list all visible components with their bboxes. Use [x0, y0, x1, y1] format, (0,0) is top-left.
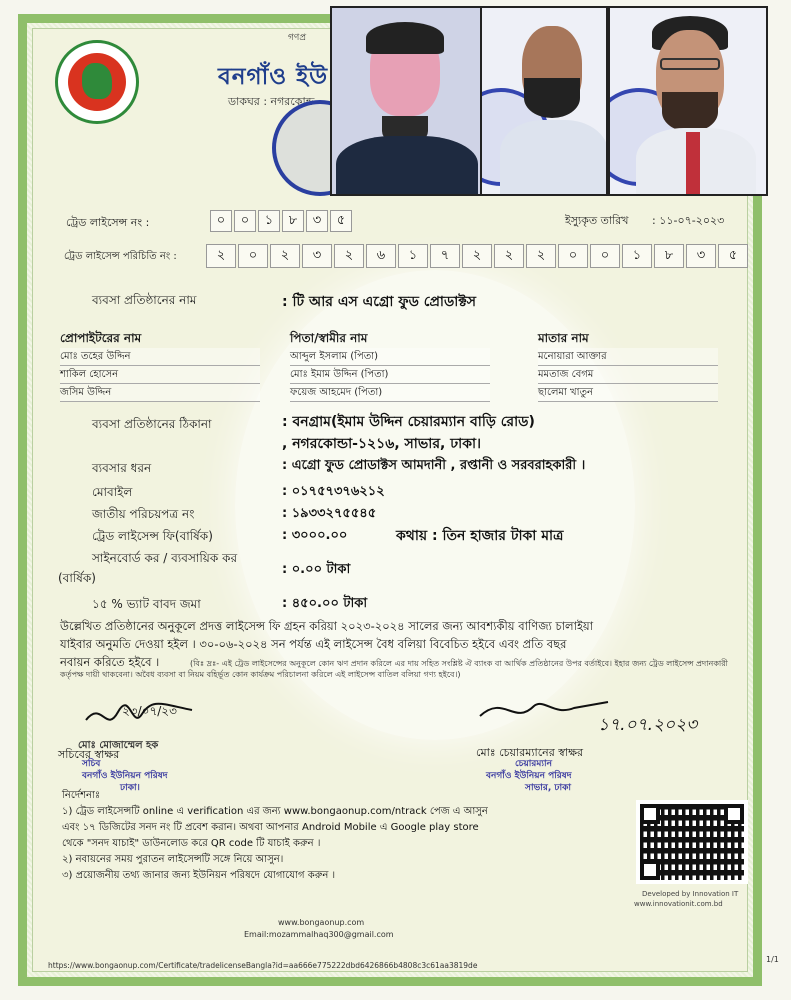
secretary-stamp-place: ঢাকা।	[120, 783, 140, 793]
permission-line-2: যাইবার অনুমতি দেওয়া হইল । ৩০-০৬-২০২৪ সন পর্যন্ত এই লাইসেন্স বৈধ বলিয়া বিবেচিত হইবে এবং প্রতি বছর	[60, 637, 567, 651]
owners-header-mother: মাতার নাম	[538, 331, 589, 345]
business-name-label: ব্যবসা প্রতিষ্ঠানের নাম	[92, 293, 197, 307]
chairman-stamp-union: বনগাঁও ইউনিয়ন পরিষদ	[486, 771, 572, 781]
header-address: ডাকঘর : নগরকোন্ড	[228, 95, 315, 108]
secretary-stamp-union: বনগাঁও ইউনিয়ন পরিষদ	[82, 771, 168, 781]
license-id-digit: ১	[622, 244, 652, 268]
proprietor-photo-1	[330, 6, 482, 196]
signboard-tax-label: সাইনবোর্ড কর / ব্যবসায়িক কর	[92, 551, 238, 565]
license-digit: ০	[234, 210, 256, 232]
business-address-line2: , নগরকোন্ডা-১২১৬, সাভার, ঢাকা।	[282, 436, 482, 452]
license-id-digit: ২	[206, 244, 236, 268]
license-id-digit: ২	[494, 244, 524, 268]
proprietor-photo-2	[480, 6, 608, 196]
mobile-label: মোবাইল	[92, 485, 133, 499]
secretary-stamp-title: সচিব	[82, 759, 101, 769]
license-id-digit: ১	[398, 244, 428, 268]
permission-line-1: উল্লেখিত প্রতিষ্ঠানের অনুকূলে প্রদত্ত লাইসেন্স ফি গ্রহন করিয়া ২০২৩-২০২৪ সালের জন্য আবশ্যকীয় বাণিজ্য চালাইয়া	[60, 619, 594, 633]
nid-value: : ১৯৩৩২৭৫৫৪৫	[282, 506, 377, 521]
license-id-label: ট্রেড লাইসেন্স পরিচিতি নং :	[64, 251, 177, 262]
qr-caption-developer: Developed by Innovation IT	[642, 890, 739, 898]
chairman-signature-icon	[474, 686, 614, 736]
license-id-digit: ২	[270, 244, 300, 268]
trade-license-number	[210, 210, 354, 232]
business-type-value: : এগ্রো ফুড প্রোডাক্টস আমদানী , রপ্তানী ও সরবরাহকারী ।	[282, 458, 586, 473]
trade-license-label: ট্রেড লাইসেন্স নং :	[66, 216, 150, 229]
business-type-label: ব্যবসার ধরন	[92, 461, 152, 475]
secretary-sign-date: ২৩/০৭/২৩	[122, 704, 177, 718]
proprietor-photo-3	[608, 6, 768, 196]
qr-code-icon	[636, 800, 748, 884]
owners-header-father: পিতা/স্বামীর নাম	[290, 331, 368, 345]
instruction-line-4: ২) নবায়নের সময় পুরাতন লাইসেন্সটি সঙ্গে নিয়ে আসুন।	[62, 854, 284, 865]
instructions	[62, 788, 622, 884]
license-digit: ৫	[330, 210, 352, 232]
license-digit: ১	[258, 210, 280, 232]
instructions-heading: নির্দেশনাঃ	[62, 790, 101, 801]
government-seal-icon	[55, 40, 139, 124]
secretary-name: মোঃ মোজাম্মেল হক	[78, 740, 159, 751]
chairman-stamp-place: সাভার, ঢাকা	[525, 783, 571, 793]
instruction-line-3: থেকে "সনদ যাচাই" ডাউনলোড করে QR code টি যাচাই করুন ।	[62, 838, 321, 849]
license-id-digit: ৬	[366, 244, 396, 268]
instruction-line-5: ৩) প্রয়োজনীয় তথ্য জানার জন্য ইউনিয়ন পরিষদে যোগাযোগ করুন ।	[62, 870, 336, 881]
license-id-digit: ৮	[654, 244, 684, 268]
disclaimer-note: (বিঃ দ্রঃ- এই ট্রেড লাইসেন্সের অনুকূলে কোন ঋণ প্রদান করিলে এর দায় সহিত সংশ্লিষ্ট ঐ ব্যাংক বা আর্থিক প্রতিষ্ঠানের উপর বর্তাইবে। ইহার জন্য ট্রেড লাইসেন্স প্রদানকারী কর্তৃপক্ষ দায়ী থাকবেনা। অবৈধ ব্যবসা বা নিয়ম বহির্ভূত কোন কার্যক্রম পরিচালনা করিলে এই লাইসেন্স বাতিল বলিয়া গণ্য হইবে।)	[60, 659, 728, 679]
license-id-digit: ২	[334, 244, 364, 268]
issue-date-value: : ১১-০৭-২০২৩	[652, 214, 725, 227]
license-id-digit: ০	[558, 244, 588, 268]
signboard-tax-label-annual: (বার্ষিক)	[58, 571, 96, 585]
fee-label: ট্রেড লাইসেন্স ফি(বার্ষিক)	[92, 529, 213, 543]
license-id-digit: ৭	[430, 244, 460, 268]
license-digit: ৮	[282, 210, 304, 232]
secretary-sign-label: সচিবের স্বাক্ষর	[58, 748, 120, 761]
business-address-label: ব্যবসা প্রতিষ্ঠানের ঠিকানা	[92, 417, 212, 431]
header-top-text: গণপ্র	[288, 33, 307, 43]
owner-1-mother: মনোয়ারা আক্তার	[538, 348, 718, 366]
license-id-digit: ৩	[686, 244, 716, 268]
owner-3-father: ফয়েজ আহমেদ (পিতা)	[290, 384, 490, 402]
nid-label: জাতীয় পরিচয়পত্র নং	[92, 507, 195, 521]
permission-line-3: নবায়ন করিতে হইবে ।	[60, 655, 160, 669]
fee-value: : ৩০০০.০০	[282, 528, 348, 543]
footer-website: www.bongaonup.com	[278, 918, 365, 927]
page-number: 1/1	[766, 955, 779, 964]
license-digit: ০	[210, 210, 232, 232]
owner-1-father: আব্দুল ইসলাম (পিতা)	[290, 348, 490, 366]
owner-1-name: মোঃ তহের উদ্দিন	[60, 348, 260, 366]
chairman-sign-date: ১৭.০৭.২০২৩	[598, 715, 698, 735]
owner-2-father: মোঃ ইমাম উদ্দিন (পিতা)	[290, 366, 490, 384]
business-name-value: : টি আর এস এগ্রো ফুড প্রোডাক্টস	[282, 294, 477, 310]
vat-value: : ৪৫০.০০ টাকা	[282, 596, 368, 611]
owner-3-name: জসিম উদ্দিন	[60, 384, 260, 402]
owner-2-mother: মমতাজ বেগম	[538, 366, 718, 384]
instruction-line-1: ১) ট্রেড লাইসেন্সটি online এ verification এর জন্য www.bongaonup.com/ntrack পেজ এ আসুন	[62, 806, 488, 817]
instruction-line-2: এবং ১৭ ডিজিটের সনদ নং টি প্রবেশ করান। অথবা আপনার Android Mobile এ Google play store	[62, 822, 479, 833]
mobile-value: : ০১৭৫৭৩৭৬২১২	[282, 484, 385, 499]
qr-caption-website: www.innovationit.com.bd	[634, 900, 723, 908]
license-digit: ৩	[306, 210, 328, 232]
owners-header-proprietor: প্রোপাইটরের নাম	[60, 331, 142, 345]
business-address-line1: : বনগ্রাম(ইমাম উদ্দিন চেয়ারম্যান বাড়ি রোড)	[282, 414, 535, 430]
license-id-digit: ০	[590, 244, 620, 268]
chairman-stamp-title: চেয়ারম্যান	[515, 759, 552, 769]
footer-url: https://www.bongaonup.com/Certificate/tradelicenseBangla?id=aa666e775222dbd6426866b4808c3c61aa3819de	[48, 961, 478, 970]
union-title: বনগাঁও ইউ	[218, 64, 329, 90]
owner-3-mother: ছালেমা খাতুন	[538, 384, 718, 402]
license-id-number	[206, 244, 750, 268]
vat-label: ১৫ % ভ্যাট বাবদ জমা	[92, 597, 201, 611]
fee-in-words: কথায় : তিন হাজার টাকা মাত্র	[396, 528, 564, 544]
license-id-digit: ০	[238, 244, 268, 268]
issue-date-label: ইস্যুকৃত তারিখ	[565, 214, 629, 227]
license-id-digit: ২	[462, 244, 492, 268]
chairman-sign-label: মোঃ চেয়ারম্যানের স্বাক্ষর	[476, 746, 584, 759]
footer-email: Email:mozammalhaq300@gmail.com	[244, 930, 394, 939]
owner-2-name: শাকিল হোসেন	[60, 366, 260, 384]
license-id-digit: ৩	[302, 244, 332, 268]
license-id-digit: ৫	[718, 244, 748, 268]
signboard-tax-value: : ০.০০ টাকা	[282, 562, 351, 577]
license-id-digit: ২	[526, 244, 556, 268]
